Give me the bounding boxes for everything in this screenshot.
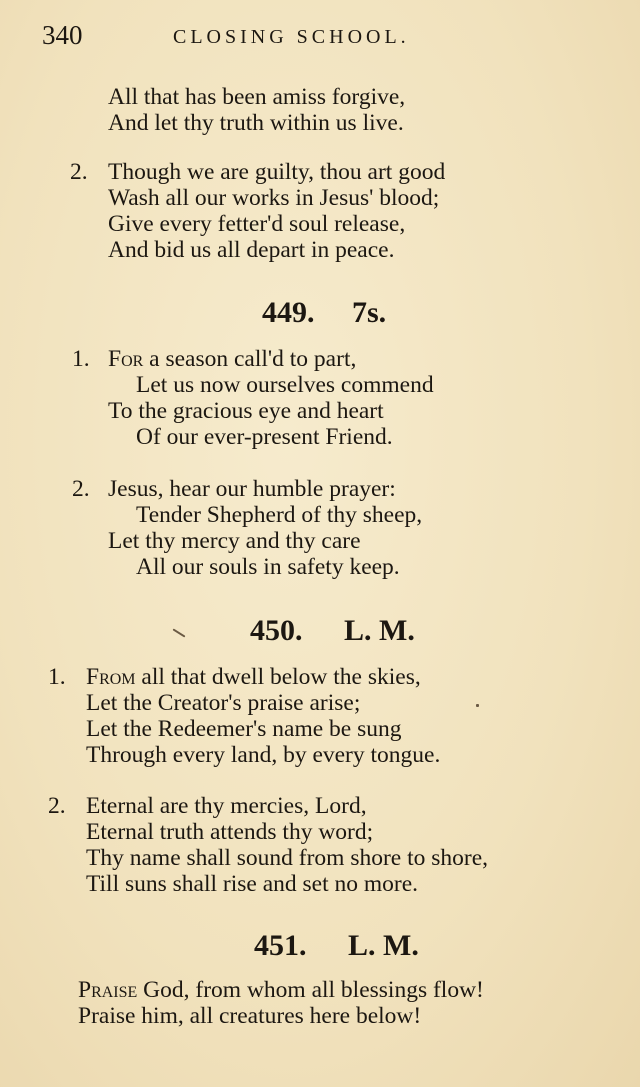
- verse-first-word: For: [108, 346, 144, 372]
- verse-line: All our souls in safety keep.: [136, 554, 400, 580]
- hymn-number: 449.: [262, 296, 315, 329]
- verse-line: [108, 346, 356, 372]
- verse-number: 2.: [70, 159, 88, 185]
- verse-line: Let thy mercy and thy care: [108, 528, 361, 554]
- verse-line: Wash all our works in Jesus' blood;: [108, 185, 440, 211]
- verse-number: 1.: [48, 664, 66, 690]
- verse-line-rest: a season call'd to part,: [143, 346, 357, 372]
- verse-line: Till suns shall rise and set no more.: [86, 871, 419, 897]
- verse-line: Let the Creator's praise arise;: [86, 690, 361, 716]
- verse-first-word: Praise: [78, 977, 138, 1003]
- verse-line-rest: all that dwell below the skies,: [135, 664, 421, 690]
- hymn-meter: L. M.: [348, 929, 419, 962]
- page-header: [42, 20, 610, 54]
- verse-line: And let thy truth within us live.: [108, 110, 404, 136]
- verse-line: Eternal truth attends thy word;: [86, 819, 374, 845]
- ink-speck: [173, 628, 186, 637]
- verse-number: 2.: [48, 793, 66, 819]
- hymn-number: 450.: [250, 614, 303, 647]
- running-title: CLOSING SCHOOL.: [173, 26, 410, 48]
- verse-line: [78, 977, 484, 1003]
- verse-line: Through every land, by every tongue.: [86, 742, 441, 768]
- page-number: 340: [42, 20, 83, 50]
- verse-line-rest: God, from whom all blessings flow!: [137, 977, 484, 1003]
- verse-number: 1.: [72, 346, 90, 372]
- verse-line: Praise him, all creatures here below!: [78, 1003, 422, 1029]
- verse-line: [86, 664, 421, 690]
- verse-line: Though we are guilty, thou art good: [108, 159, 446, 185]
- verse-line: Thy name shall sound from shore to shore,: [86, 845, 489, 871]
- verse-line: Let us now ourselves commend: [136, 372, 434, 398]
- verse-line: All that has been amiss forgive,: [108, 84, 406, 110]
- hymn-meter: L. M.: [344, 614, 415, 647]
- ink-speck: [476, 704, 479, 707]
- hymn-number: 451.: [254, 929, 307, 962]
- verse-line: Give every fetter'd soul release,: [108, 211, 406, 237]
- verse-line: Of our ever-present Friend.: [136, 424, 393, 450]
- verse-line: And bid us all depart in peace.: [108, 237, 395, 263]
- hymn-meter: 7s.: [352, 296, 387, 329]
- verse-first-word: From: [86, 664, 136, 690]
- verse-line: Jesus, hear our humble prayer:: [108, 476, 396, 502]
- verse-line: Let the Redeemer's name be sung: [86, 716, 402, 742]
- verse-line: Eternal are thy mercies, Lord,: [86, 793, 367, 819]
- verse-number: 2.: [72, 476, 90, 502]
- verse-line: To the gracious eye and heart: [108, 398, 384, 424]
- verse-line: Tender Shepherd of thy sheep,: [136, 502, 423, 528]
